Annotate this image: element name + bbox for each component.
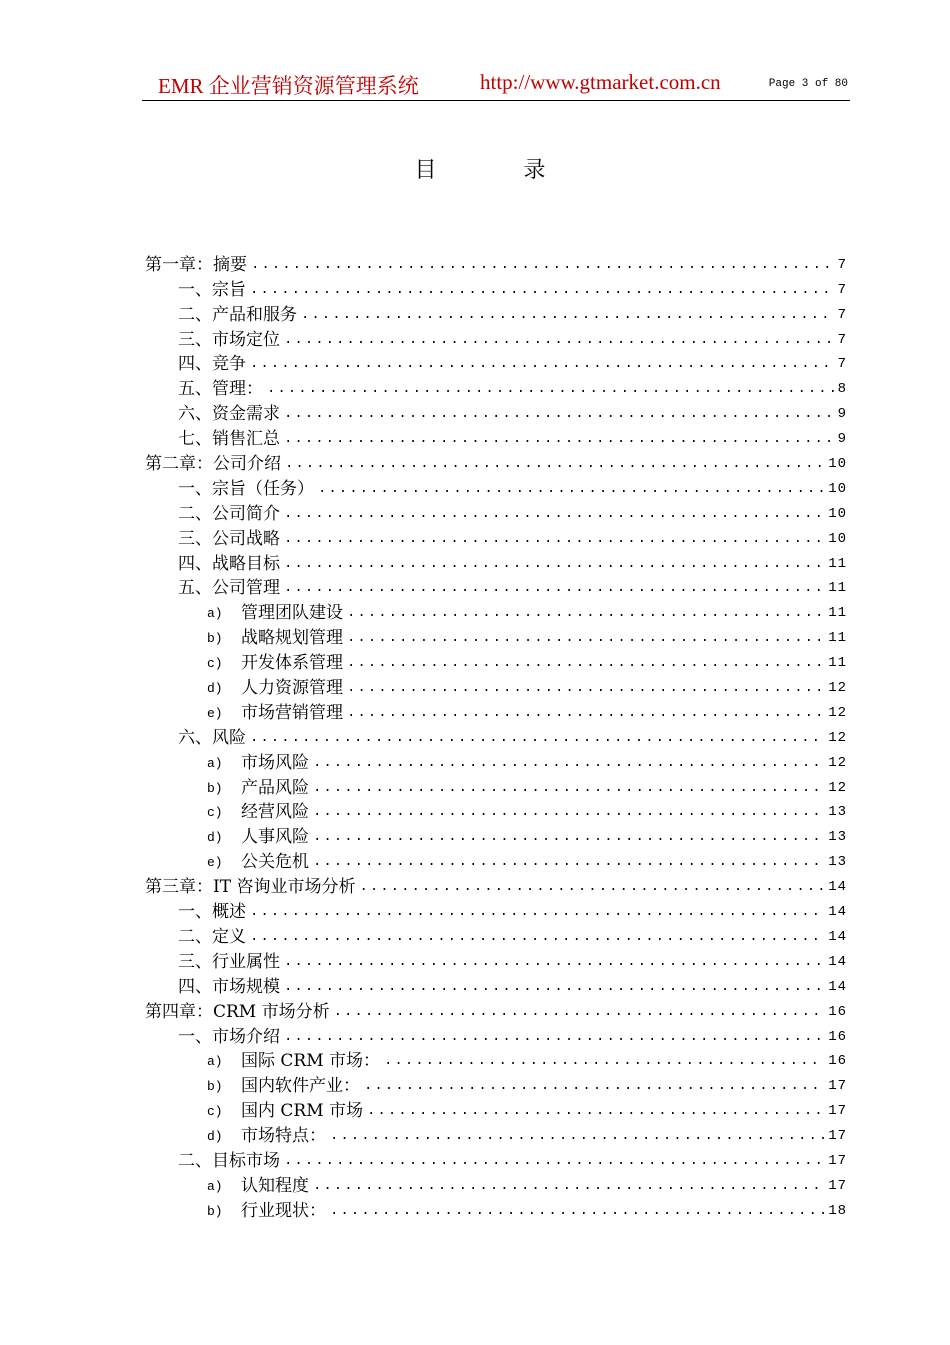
toc-dot-leader [251,257,834,275]
toc-entry[interactable] [145,997,847,1022]
toc-entry-label: 国内软件产业： [241,1076,360,1097]
toc-entry-label: 四、战略目标 [178,553,280,574]
toc-entry[interactable] [145,773,847,798]
toc-dot-leader [347,705,824,723]
toc-entry-label: 五、管理： [178,379,263,400]
toc-dot-leader [313,780,824,798]
toc-entry[interactable] [145,1096,847,1121]
toc-dot-leader [284,580,824,598]
toc-entry-label: 行业现状： [241,1200,326,1221]
toc-page-number: 12 [828,680,847,697]
toc-entry[interactable] [145,947,847,972]
toc-dot-leader [347,655,824,673]
toc-entry[interactable] [145,623,847,648]
toc-dot-leader [347,630,824,648]
toc-entry-label: 经营风险 [241,802,309,823]
toc-entry[interactable] [145,250,847,275]
toc-entry[interactable] [145,549,847,574]
toc-page-number: 14 [828,928,847,945]
toc-page-number: 11 [828,580,847,597]
toc-entry-marker: a) [207,606,223,622]
toc-entry-label: 人力资源管理 [241,678,343,699]
toc-dot-leader [359,879,824,897]
toc-entry[interactable] [145,1171,847,1196]
toc-entry[interactable] [145,1146,847,1171]
toc-entry-marker: a) [207,1054,223,1070]
toc-dot-leader [347,605,824,623]
toc-dot-leader [250,356,834,374]
toc-page-number: 8 [837,381,847,398]
toc-dot-leader [364,1078,824,1096]
toc-dot-leader [284,954,824,972]
toc-entry[interactable] [145,350,847,375]
toc-title: 目 录 [414,158,586,183]
toc-page-number: 13 [828,854,847,871]
toc-entry-label: 三、公司战略 [178,528,280,549]
toc-entry-label: 第二章：公司介绍 [145,454,281,475]
header-title: EMR 企业营销资源管理系统 [158,74,419,98]
table-of-contents [145,250,847,1221]
toc-entry[interactable] [145,300,847,325]
toc-page-number: 12 [828,729,847,746]
toc-entry[interactable] [145,922,847,947]
toc-entry[interactable] [145,872,847,897]
toc-entry-marker: a) [207,755,223,771]
toc-dot-leader [284,431,834,449]
toc-dot-leader [313,829,824,847]
toc-dot-leader [284,332,834,350]
toc-dot-leader [250,282,834,300]
toc-page-number: 17 [828,1103,847,1120]
toc-entry[interactable] [145,424,847,449]
toc-entry-label: 认知程度 [241,1175,309,1196]
toc-page-number: 17 [828,1152,847,1169]
toc-dot-leader [313,804,824,822]
toc-entry-label: 市场特点： [241,1126,326,1147]
toc-page-number: 14 [828,879,847,896]
toc-dot-leader [250,904,824,922]
toc-dot-leader [313,1178,824,1196]
toc-entry-marker: b) [207,631,223,647]
toc-entry[interactable] [145,1196,847,1221]
toc-page-number: 10 [828,480,847,497]
toc-entry-label: 公关危机 [241,852,309,873]
toc-dot-leader [384,1053,824,1071]
toc-entry-label: 一、市场介绍 [178,1026,280,1047]
toc-dot-leader [347,680,824,698]
toc-dot-leader [284,531,824,549]
toc-page-number: 12 [828,754,847,771]
toc-dot-leader [250,929,824,947]
toc-dot-leader [285,456,824,474]
toc-page-number: 7 [837,356,847,373]
toc-page-number: 12 [828,779,847,796]
toc-entry-label: 管理团队建设 [241,603,343,624]
toc-page-number: 9 [837,431,847,448]
toc-entry-label: 二、定义 [178,926,246,947]
toc-entry-marker: c) [207,1104,223,1120]
toc-page-number: 11 [828,655,847,672]
toc-page-number: 9 [837,406,847,423]
toc-entry[interactable] [145,574,847,599]
toc-entry[interactable] [145,1071,847,1096]
toc-entry-label: 战略规划管理 [241,628,343,649]
toc-page-number: 13 [828,804,847,821]
toc-page-number: 10 [828,530,847,547]
toc-page-number: 7 [837,256,847,273]
toc-page-number: 14 [828,978,847,995]
toc-entry-marker: d) [207,830,223,846]
toc-entry-label: 一、概述 [178,902,246,923]
toc-dot-leader [313,755,824,773]
header-url[interactable]: http://www.gtmarket.com.cn [480,70,721,94]
toc-dot-leader [284,1153,824,1171]
toc-page-number: 7 [837,306,847,323]
toc-page-number: 11 [828,605,847,622]
toc-entry-label: 市场营销管理 [241,702,343,723]
toc-entry-label: 产品风险 [241,777,309,798]
toc-page-number: 7 [837,281,847,298]
toc-entry-label: 五、公司管理 [178,578,280,599]
toc-entry-marker: c) [207,656,223,672]
toc-dot-leader [330,1203,824,1221]
toc-page-number: 16 [828,1003,847,1020]
toc-page-number: 17 [828,1177,847,1194]
toc-page-number: 16 [828,1028,847,1045]
toc-page-number: 11 [828,630,847,647]
toc-entry-marker: b) [207,780,223,796]
toc-entry-label: 七、销售汇总 [178,429,280,450]
toc-entry-label: 四、竞争 [178,354,246,375]
toc-entry[interactable] [145,1121,847,1146]
toc-entry-marker: b) [207,1203,223,1219]
toc-entry[interactable] [145,748,847,773]
toc-entry-label: 第一章：摘要 [145,254,247,275]
toc-entry[interactable] [145,648,847,673]
toc-entry[interactable] [145,798,847,823]
toc-entry[interactable] [145,499,847,524]
toc-dot-leader [284,1029,824,1047]
toc-page-number: 14 [828,953,847,970]
toc-entry-label: 四、市场规模 [178,976,280,997]
toc-entry[interactable] [145,275,847,300]
toc-dot-leader [318,481,824,499]
toc-page-number: 17 [828,1078,847,1095]
toc-entry-label: 二、目标市场 [178,1150,280,1171]
toc-dot-leader [284,506,824,524]
toc-page-number: 11 [828,555,847,572]
toc-entry[interactable] [145,822,847,847]
toc-entry-label: 人事风险 [241,827,309,848]
page-header [142,62,850,101]
toc-entry-marker: d) [207,1129,223,1145]
toc-entry[interactable] [145,723,847,748]
toc-dot-leader [313,854,824,872]
toc-entry[interactable] [145,1022,847,1047]
toc-entry-label: 第三章：IT 咨询业市场分析 [145,877,356,898]
toc-entry[interactable] [145,374,847,399]
toc-dot-leader [330,1128,824,1146]
toc-entry-marker: e) [207,705,223,721]
toc-entry-marker: e) [207,855,223,871]
toc-entry-label: 开发体系管理 [241,653,343,674]
toc-entry[interactable] [145,399,847,424]
toc-entry-label: 国际 CRM 市场： [241,1051,381,1072]
toc-dot-leader [250,730,824,748]
toc-page-number: 12 [828,704,847,721]
toc-entry[interactable] [145,972,847,997]
toc-page-number: 14 [828,904,847,921]
toc-entry-marker: b) [207,1079,223,1095]
toc-page-number: 13 [828,829,847,846]
toc-entry[interactable] [145,598,847,623]
toc-entry-label: 国内 CRM 市场 [241,1101,364,1122]
toc-entry[interactable] [145,474,847,499]
toc-page-number: 7 [837,331,847,348]
toc-entry[interactable] [145,698,847,723]
toc-entry-label: 三、市场定位 [178,329,280,350]
toc-entry[interactable] [145,449,847,474]
toc-page-number: 17 [828,1128,847,1145]
toc-entry-label: 三、行业属性 [178,951,280,972]
toc-entry-label: 六、风险 [178,727,246,748]
toc-page-number: 10 [828,505,847,522]
toc-entry[interactable] [145,325,847,350]
toc-entry-label: 一、宗旨（任务） [178,478,314,499]
toc-entry-label: 六、资金需求 [178,404,280,425]
toc-entry[interactable] [145,897,847,922]
toc-entry-label: 一、宗旨 [178,279,246,300]
toc-entry[interactable] [145,673,847,698]
toc-page-number: 18 [828,1202,847,1219]
header-page-info: Page 3 of 80 [768,78,848,90]
toc-entry[interactable] [145,1047,847,1072]
toc-entry[interactable] [145,524,847,549]
toc-dot-leader [367,1103,824,1121]
toc-entry-marker: a) [207,1178,223,1194]
toc-entry-marker: c) [207,805,223,821]
toc-dot-leader [284,406,834,424]
toc-dot-leader [334,1004,825,1022]
toc-entry-marker: d) [207,681,223,697]
toc-dot-leader [301,307,834,325]
toc-page-number: 16 [828,1053,847,1070]
toc-entry[interactable] [145,847,847,872]
toc-dot-leader [284,556,824,574]
toc-dot-leader [267,381,834,399]
toc-entry-label: 二、产品和服务 [178,304,297,325]
toc-entry-label: 市场风险 [241,752,309,773]
toc-entry-label: 二、公司简介 [178,503,280,524]
toc-page-number: 10 [828,456,847,473]
toc-dot-leader [284,979,824,997]
toc-entry-label: 第四章：CRM 市场分析 [145,1001,330,1022]
